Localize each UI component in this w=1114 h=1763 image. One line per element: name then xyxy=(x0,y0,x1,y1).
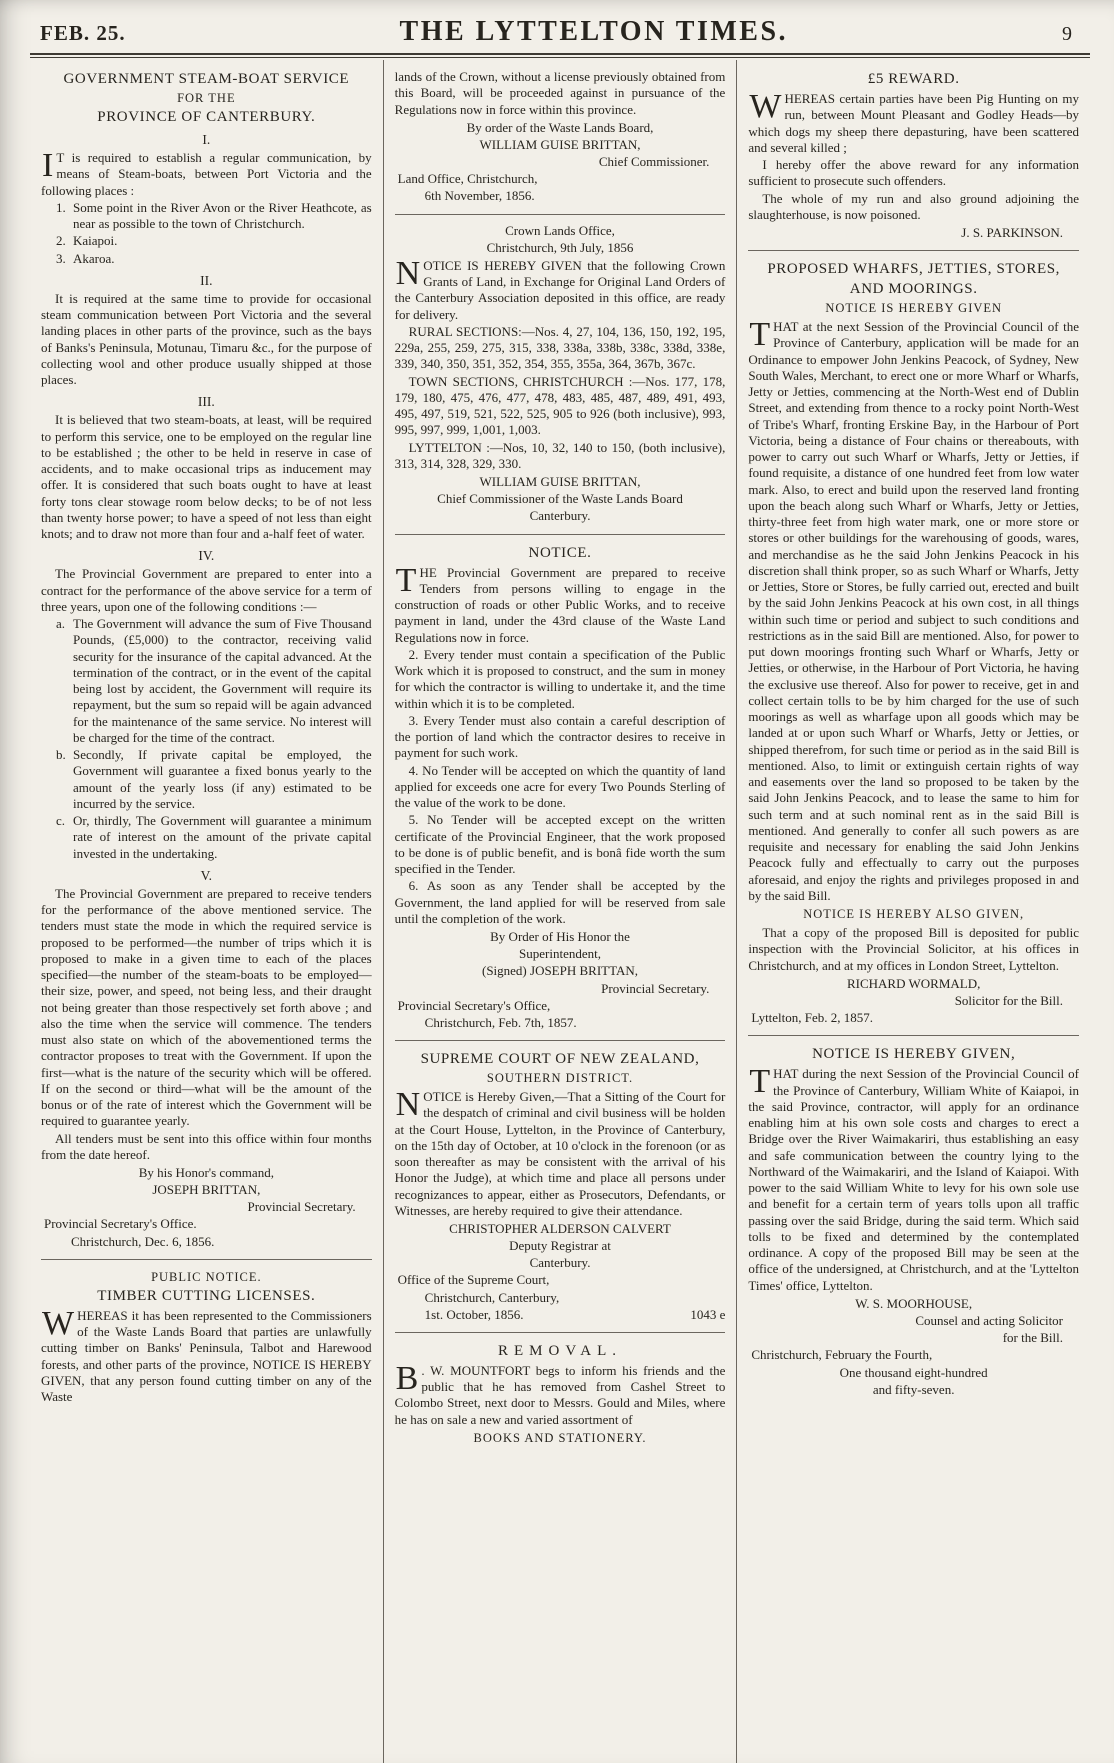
dropcap-paragraph xyxy=(394,1086,726,1219)
paragraph: I hereby offer the above reward for any information sufficient to prosecute such offenders. xyxy=(748,157,1080,189)
list-item xyxy=(56,747,372,812)
article-heading: £5 REWARD. xyxy=(867,71,960,87)
paragraph: It is required at the same time to provide for occasional steam communication between Port Victoria and the several landing places in other parts of the province, such as the bays of Banks's Peninsula, Motunau, Timaru &c., for the purpose of collecting wool and other produce usually shipped at those places. xyxy=(41,290,372,387)
article-heading: REMOVAL. xyxy=(498,1342,622,1359)
paragraph: 4. No Tender will be accepted on which the quantity of land applied for exceeds one acre for every Two Pounds Sterling of the value of the work to be done. xyxy=(394,762,726,811)
article-subheading: PUBLIC NOTICE. xyxy=(151,1269,262,1284)
signature-line: Chief Commissioner of the Waste Lands Board xyxy=(437,491,683,507)
article-heading: PROPOSED WHARFS, JETTIES, STORES, xyxy=(767,261,1060,278)
list-marker: c. xyxy=(56,813,66,828)
article xyxy=(748,71,1079,241)
signature-line: Christchurch, Canterbury, xyxy=(424,1289,560,1305)
paragraph: TOWN SECTIONS, CHRISTCHURCH :—Nos. 177, 178, 179, 180, 475, 476, 477, 478, 483, 485, 487, 489, 491, 493, 495, 497, 519, 521, 522, 525, 905 to 926 (both inclusive), 993, 995, 997, 999, 1,001, 1,003. xyxy=(394,373,726,438)
dropcap-paragraph xyxy=(748,88,1080,156)
list-item xyxy=(56,200,372,233)
article xyxy=(41,1259,372,1406)
paragraph: lands of the Crown, without a license previously obtained from this Board, will be proceeded against in pursuance of the Regulations now in force within this province. xyxy=(394,69,726,117)
dropcap-letter: W xyxy=(42,1304,75,1342)
signature-line: J. S. PARKINSON. xyxy=(961,225,1064,240)
list-item xyxy=(56,616,372,746)
dropcap-paragraph xyxy=(41,147,372,199)
article-subheading: FOR THE xyxy=(177,91,236,105)
paragraph: 2. Every tender must contain a specification of the Public Work which it is proposed to construct, and the sum in money for which the contractor is willing to undertake it, and the time within which it is to be completed. xyxy=(394,646,726,711)
dropcap-paragraph xyxy=(748,1063,1080,1294)
signature-line: Provincial Secretary's Office. xyxy=(44,1216,197,1232)
paragraph: The Provincial Government are prepared to enter into a contract for the performance of the above service for a term of three years, upon one of the following conditions :— xyxy=(41,566,372,614)
article-heading: NOTICE. xyxy=(528,544,592,561)
paragraph-text: HAT during the next Session of the Provincial Council of the Province of Canterbury, William White of Kaiapoi, in the said Province, contractor, will apply for an ordinance enabling him at his own sole costs and charges to erect a Bridge over the River Waimakariri, thus establishing an easy and safe communication between the country lying to the Northward of the Waimakariri, and the Island of Kaiapoi. With power to the said William White to levy for his own sole use and benefit for a certain term of years tolls upon all traffic passing over the said Bridge, during the said term. Which said tolls to be fixed and determined by the contemplated ordinance. A copy of the proposed Bill may be seen at the office of the undersigned, at Christchurch, and at the 'Lyttelton Times' office, Lyttelton. xyxy=(748,1066,1080,1293)
masthead-page-number: 9 xyxy=(1061,23,1072,45)
article xyxy=(395,1332,726,1446)
dropcap-letter: I xyxy=(42,147,54,184)
signature-line: Christchurch, February the Fourth, xyxy=(751,1347,933,1363)
list-item-text: The Government will advance the sum of Five Thousand Pounds, (£5,000) to the contractor, receiving valid security for the insurance of the capital advanced. At the termination of the contract, or in the event of the capital being lost by accident, the Government will require its repayment, but the sum so repaid will be again advanced for the maintenance of the same service. No interest will be charged for the time of the contract. xyxy=(73,616,372,745)
paragraph-text: . W. MOUNTFORT begs to inform his friends and the public that he has removed from Cashel Street to Colombo Street, next door to Messrs. Gould and Miles, where he has on sale a new and varied assortment of xyxy=(394,1362,726,1427)
signature-line: WILLIAM GUISE BRITTAN, xyxy=(479,474,641,490)
signature-line: Christchurch, 9th July, 1856 xyxy=(486,239,634,255)
list-item-text: Akaroa. xyxy=(73,250,115,266)
section-number: II. xyxy=(200,272,213,288)
dropcap-letter: B xyxy=(395,1359,419,1397)
dropcap-paragraph xyxy=(748,316,1080,904)
signature-line: Christchurch, Dec. 6, 1856. xyxy=(71,1233,215,1249)
paragraph-text: OTICE IS HEREBY GIVEN that the following Crown Grants of Land, in Exchange for Original Land Orders of the Canterbury Association deposited in this office, are ready for delivery. xyxy=(394,257,726,322)
columns xyxy=(30,60,1090,1763)
list-marker: 1. xyxy=(56,199,66,215)
masthead-title: THE LYTTELTON TIMES. xyxy=(399,16,789,47)
signature-line: for the Bill. xyxy=(1002,1330,1064,1346)
list-item-text: Or, thirdly, The Government will guarantee a minimum rate of interest on the amount of the private capital invested in the undertaking. xyxy=(73,813,372,861)
paragraph: All tenders must be sent into this office within four months from the date hereof. xyxy=(41,1130,372,1162)
signature-line: Chief Commissioner. xyxy=(598,154,710,170)
signature-row-right: 1043 e xyxy=(690,1306,726,1322)
signature-line: JOSEPH BRITTAN, xyxy=(152,1182,261,1198)
article-heading: PROVINCE OF CANTERBURY. xyxy=(97,109,316,125)
paragraph: 5. No Tender will be accepted except on the written certificate of the Provincial Engineer, that the work proposed to be done is of public benefit, and is bonâ fide worth the sum specified in the Tender. xyxy=(394,812,726,877)
list-marker: 2. xyxy=(56,233,66,249)
article xyxy=(395,214,726,525)
paragraph: That a copy of the proposed Bill is deposited for public inspection with the Provincial Solicitor, at his offices in Christchurch, and at my offices in London Street, Lyttelton. xyxy=(748,925,1080,973)
paragraph: The whole of my run and also ground adjoining the slaughterhouse, is now poisoned. xyxy=(748,190,1080,222)
paragraph-text: HE Provincial Government are prepared to receive Tenders from persons willing to engage in the construction of roads or other Public Works, and to receive payment in land, under the 43rd clause of the Waste Land Regulations now in force. xyxy=(394,564,726,645)
article-subheading: NOTICE IS HEREBY ALSO GIVEN, xyxy=(803,907,1025,922)
article-heading: AND MOORINGS. xyxy=(849,281,978,298)
paragraph-text: HEREAS certain parties have been Pig Hunting on my run, between Mount Pleasant and Godley Heads—by which dogs my sheep there depasturing, have been scattered and several killed ; xyxy=(748,91,1080,155)
list-item xyxy=(56,251,372,267)
column-3 xyxy=(736,60,1090,1763)
article xyxy=(395,69,726,205)
dropcap-letter: N xyxy=(395,254,421,292)
article xyxy=(395,1040,726,1323)
signature-line: (Signed) JOSEPH BRITTAN, xyxy=(481,963,639,979)
signature-line: W. S. MOORHOUSE, xyxy=(855,1295,973,1311)
article xyxy=(748,1035,1079,1397)
masthead xyxy=(30,8,1090,53)
dropcap-paragraph xyxy=(394,254,726,323)
signature-line: Superintendent, xyxy=(519,946,601,962)
article-heading: GOVERNMENT STEAM-BOAT SERVICE xyxy=(63,71,350,87)
signature-line: Canterbury. xyxy=(529,1255,591,1271)
article xyxy=(41,71,372,1250)
article-heading: NOTICE IS HEREBY GIVEN, xyxy=(812,1046,1016,1063)
signature-line: Provincial Secretary's Office, xyxy=(397,997,551,1013)
article-heading: SUPREME COURT OF NEW ZEALAND, xyxy=(420,1051,700,1067)
paragraph-text: HEREAS it has been represented to the Commissioners of the Waste Lands Board that parties are unlawfully cutting timber on Banks' Peninsula, Talbot and Harewood forests, and other parts of the province, NOTICE IS HEREBY GIVEN, that any person found cutting timber on any of the Waste xyxy=(41,1307,372,1405)
article-heading: TIMBER CUTTING LICENSES. xyxy=(97,1287,316,1304)
dropcap-letter: W xyxy=(749,88,782,125)
paragraph-text: HAT at the next Session of the Provincial Council of the Province of Canterbury, application will be made for an Ordinance to empower John Jenkins Peacock, of Sydney, New South Wales, Merchant, to erect one or more Wharf or Wharfs, Jetty or Jetties, commencing at the North-West end of Dublin Street, and extending from thence to a rocky point North-West of Tribe's Wharf, fronting Erskine Bay, in the Harbour of Port Victoria, being a distance of Four chains or thereabouts, with power to carry out such Wharf or Wharfs, Jetty or Jetties, if found requisite, a distance of one hundred feet from low water mark. Also, to erect and build upon the reserved land fronting upon the beach along such Wharf or Wharfs, Jetty or Jetties, thirty-three feet from high water mark, one or more store or stores or other buildings for the warehousing of goods, wares, and merchandise as he the said John Jenkins Peacock in his discretion shall think proper, so as such Wharf or Wharfs, Jetty or Jetties, Store or Stores, be fully carried out, erected and built by the said John Jenkins Peacock at his own cost, in all things within such time or period and subject to such conditions and restrictions as in the said Bill are mentioned. Also, for power to put down moorings fronting such Wharf or Wharfs, Jetty or Jetties, or otherwise, in the Harbour of Port Victoria, he having the exclusive use thereof. Also for power to receive, get in and collect certain tolls to be by him charged for the use of such moorings as well as wharfage upon all goods which may be landed at or upon such Wharf or Wharfs, Jetty or Jetties, or shipped therefrom, for such time or period as in the said Bill is mentioned. Also, to limit or extinguish certain rights of way and easements over the land so proposed to be taken by the said John Jenkins Peacock, and to lease the same to him for such term and at such nominal rent as in the said Bill is mentioned. And generally to confer all such powers as are requisite and necessary for enabling the said John Jenkins Peacock fully and effectually to carry out the purposes aforesaid, and enjoy the rights and privileges proposed in and by the said Bill. xyxy=(748,319,1080,903)
paragraph: 6. As soon as any Tender shall be accepted by the Government, the land applied for will be reserved from sale until the completion of the work. xyxy=(394,878,726,926)
column-2 xyxy=(383,60,737,1763)
signature-line: By order of the Waste Lands Board, xyxy=(466,119,654,135)
article xyxy=(748,250,1079,1026)
paragraph-text: T is required to establish a regular communication, by means of Steam-boats, between Port Victoria and the following places : xyxy=(41,150,372,198)
list-marker: a. xyxy=(56,616,66,631)
signature-row-left: 1st. October, 1856. xyxy=(424,1306,524,1322)
article-subheading: NOTICE IS HEREBY GIVEN xyxy=(825,301,1003,316)
article-subheading: BOOKS AND STATIONERY. xyxy=(473,1430,647,1445)
signature-line: Provincial Secretary. xyxy=(601,980,710,996)
paragraph: It is believed that two steam-boats, at least, will be required to perform this service, one to be employed on the regular line to be established ; the other to be held in reserve in case of accidents, and to make occasional trips as inducement may offer. It is considered that such boats ought to have at least forty tons clear stowage room below decks; to be of not less than twenty horse power; to have a speed of not less than eight knots; and to draw not more than four and a-half feet of water. xyxy=(41,412,372,541)
signature-line: By his Honor's command, xyxy=(138,1165,274,1180)
list-item xyxy=(56,813,372,862)
signature-line: Canterbury. xyxy=(529,508,591,524)
paragraph: 3. Every Tender must also contain a careful description of the portion of land which the contractor desires to receive in payment for such work. xyxy=(394,712,726,761)
signature-line: CHRISTOPHER ALDERSON CALVERT xyxy=(449,1221,671,1236)
list-item-text: Kaiapoi. xyxy=(73,233,118,249)
signature-line: Office of the Supreme Court, xyxy=(397,1272,550,1288)
dropcap-letter: T xyxy=(749,1063,771,1101)
signature-row xyxy=(395,1306,726,1323)
section-number: III. xyxy=(197,394,215,410)
masthead-date: FEB. 25. xyxy=(40,21,126,45)
paragraph: RURAL SECTIONS:—Nos. 4, 27, 104, 136, 150, 192, 195, 229a, 255, 259, 275, 315, 338, 338a, 338b, 338c, 338d, 338e, 339, 340, 350, 351, 352, 354, 355, 355a, 364, 367b, 367c. xyxy=(394,323,726,372)
section-number: IV. xyxy=(198,548,215,564)
paragraph: The Provincial Government are prepared to receive tenders for the performance of the above mentioned service. The tenders must state the mode in which the required service is proposed to be performed—the number of trips which it is proposed to make in a given time to each of the places specified—the number of the steam-boats to be employed—their size, power, and speed, not being less, and their draught not being greater than those respectively set forth above ; and also the time when the service will commence. The tenders must also state on which of the abovementioned terms the contractor proposes to treat with the Government. If upon the first—what is the nature of the security which will be offered. If on the second or third—what will be the amount of the bonus or of the rate of interest which the Government will be required to guarantee yearly. xyxy=(41,885,372,1129)
signature-line: Counsel and acting Solicitor xyxy=(915,1313,1064,1329)
section-number: I. xyxy=(202,132,211,147)
signature-line: By Order of His Honor the xyxy=(490,929,630,945)
signature-line: One thousand eight-hundred xyxy=(839,1364,988,1380)
signature-line: Land Office, Christchurch, xyxy=(397,171,538,187)
column-1 xyxy=(30,60,383,1763)
dropcap-paragraph xyxy=(394,561,726,646)
signature-line: RICHARD WORMALD, xyxy=(846,975,981,991)
signature-line: 6th November, 1856. xyxy=(424,188,535,204)
dropcap-paragraph xyxy=(41,1304,372,1406)
signature-line: WILLIAM GUISE BRITTAN, xyxy=(479,136,641,152)
signature-line: Christchurch, Feb. 7th, 1857. xyxy=(424,1014,577,1030)
paragraph: LYTTELTON :—Nos, 10, 32, 140 to 150, (both inclusive), 313, 314, 328, 329, 330. xyxy=(394,439,726,471)
masthead-rule xyxy=(30,53,1090,58)
paragraph-text: OTICE is Hereby Given,—That a Sitting of the Court for the despatch of criminal and civil business will be holden at the Court House, Lyttelton, in the Province of Canterbury, on the 15th day of October, at 10 o'clock in the forenoon (or as soon thereafter as may be consistent with the arrival of his Honor the Judge), at which time and place all persons under recognizances to appear, either as Prosecutors, Defendants, or Witnesses, are hereby required to give their attendance. xyxy=(394,1089,726,1218)
list-item-text: Some point in the River Avon or the River Heathcote, as near as possible to the town of Christchurch. xyxy=(73,199,372,231)
dropcap-paragraph xyxy=(394,1359,726,1428)
dropcap-letter: T xyxy=(749,316,771,354)
signature-line: Provincial Secretary. xyxy=(247,1199,356,1215)
signature-line: Deputy Registrar at xyxy=(509,1238,611,1254)
dropcap-letter: N xyxy=(395,1086,421,1123)
list-item xyxy=(56,233,372,249)
signature-line: Solicitor for the Bill. xyxy=(954,993,1064,1009)
list-marker: 3. xyxy=(56,250,66,266)
dropcap-letter: T xyxy=(395,561,417,599)
signature-line: and fifty-seven. xyxy=(872,1381,955,1397)
article xyxy=(395,534,726,1031)
list-marker: b. xyxy=(56,747,66,762)
list-item-text: Secondly, If private capital be employed, the Government will guarantee a fixed bonus yearly to the amount of the yearly loss (if any) estimated to be incurred by the service. xyxy=(73,747,372,811)
article-subheading: SOUTHERN DISTRICT. xyxy=(486,1071,634,1085)
signature-line: Crown Lands Office, xyxy=(505,222,615,238)
signature-line: Lyttelton, Feb. 2, 1857. xyxy=(751,1010,874,1026)
section-number: V. xyxy=(200,867,213,883)
